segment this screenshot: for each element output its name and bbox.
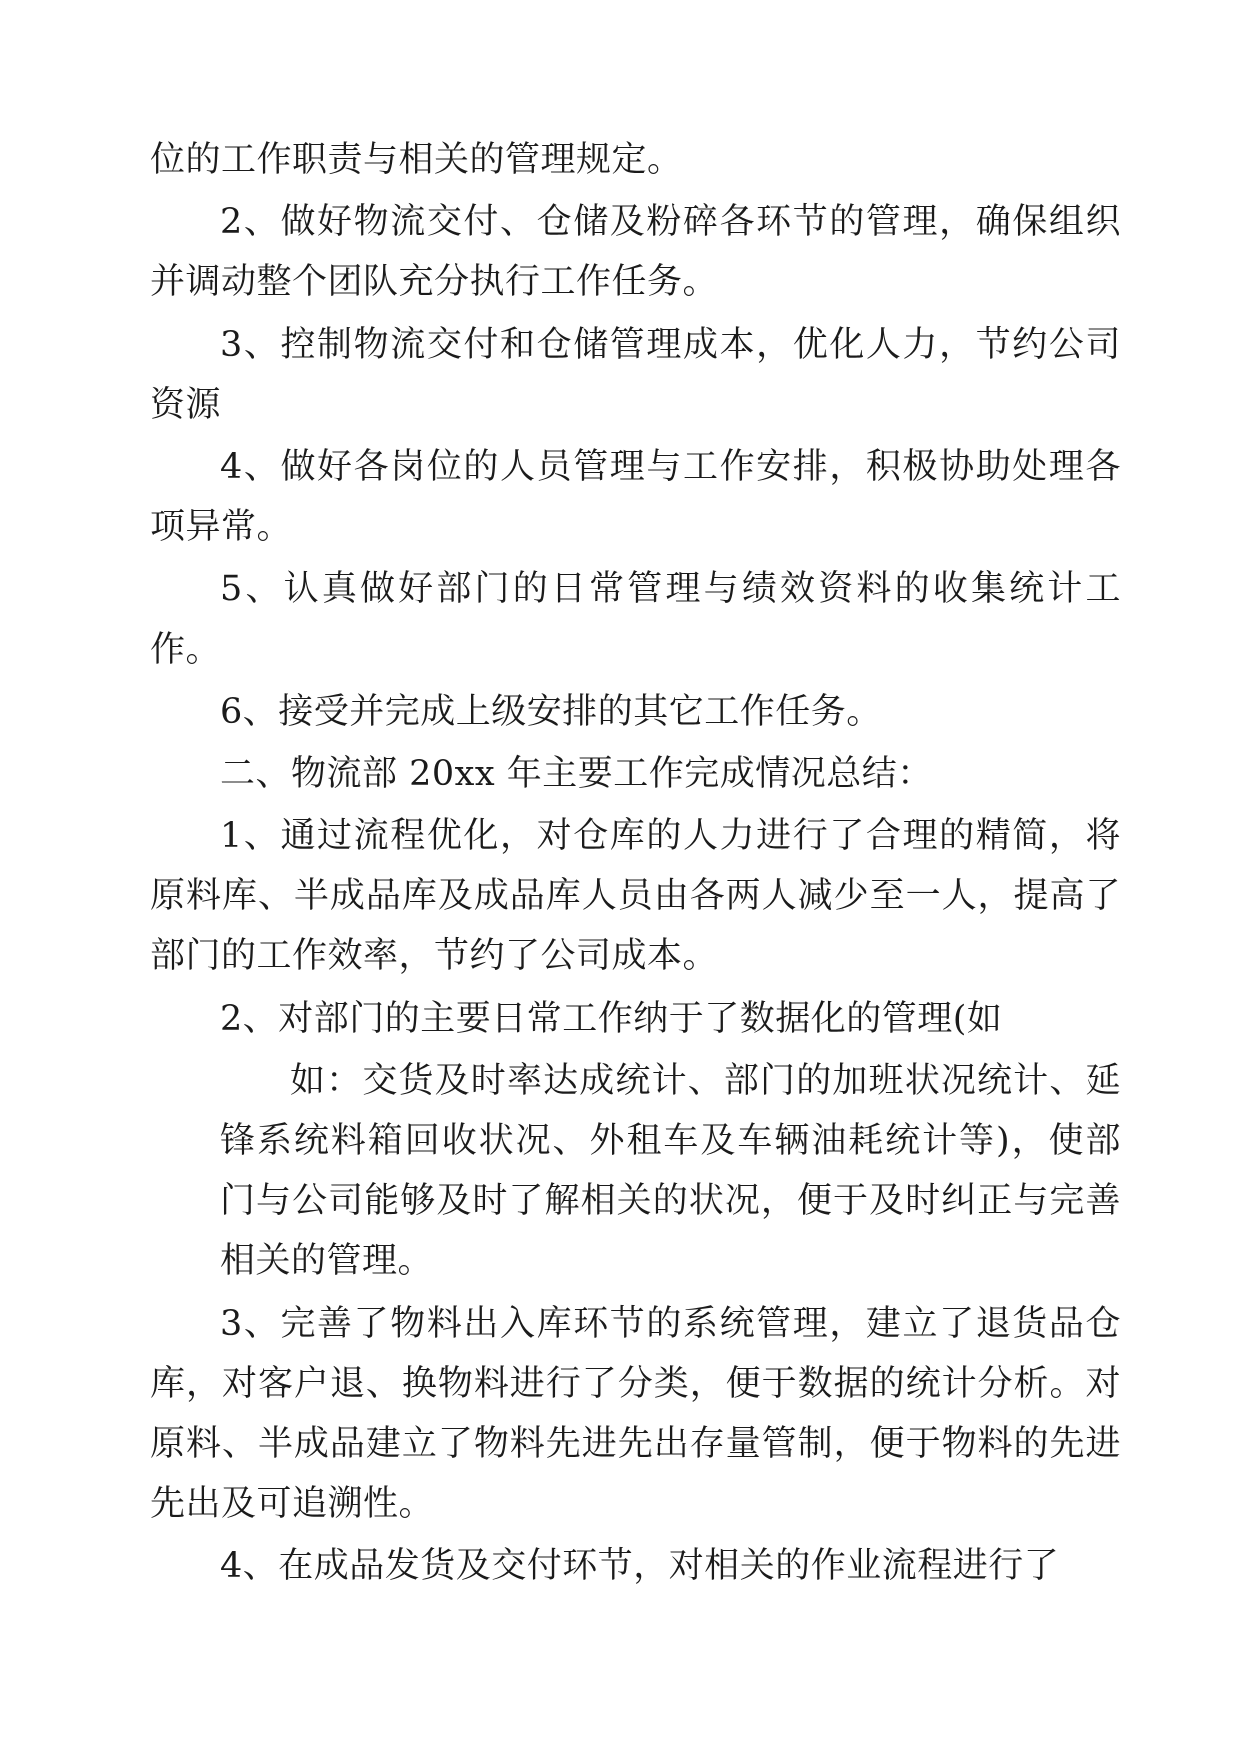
paragraph-item-2: 2、做好物流交付、仓储及粉碎各环节的管理，确保组织并调动整个团队充分执行工作任务。 <box>150 202 1121 303</box>
paragraph-item-6: 6、接受并完成上级安排的其它工作任务。 <box>220 691 882 732</box>
paragraph-section2-item-2: 2、对部门的主要日常工作纳于了数据化的管理(如 <box>220 998 1003 1039</box>
paragraph-item-3: 3、控制物流交付和仓储管理成本，优化人力，节约公司资源 <box>150 324 1121 425</box>
paragraph-section2-item-4: 4、在成品发货及交付环节，对相关的作业流程进行了 <box>220 1546 1060 1587</box>
heading-section-two: 二、物流部 20xx 年主要工作完成情况总结： <box>220 753 933 794</box>
paragraph-continuation: 位的工作职责与相关的管理规定。 <box>150 140 683 180</box>
paragraph-item-4: 4、做好各岗位的人员管理与工作安排，积极协助处理各项异常。 <box>150 446 1121 548</box>
paragraph-section2-item-2-continuation: 如：交货及时率达成统计、部门的加班状况统计、延锋系统料箱回收状况、外租车及车辆油耗统计等)，使部门与公司能够及时了解相关的状况，便于及时纠正与完善相关的管理。 <box>220 1060 1121 1282</box>
paragraph-section2-item-2-continuation-block <box>150 1051 1121 1292</box>
paragraph-section2-item-1: 1、通过流程优化，对仓库的人力进行了合理的精简，将原料库、半成品库及成品库人员由各两人减少至一人，提高了部门的工作效率，节约了公司成本。 <box>150 816 1121 977</box>
paragraph-section2-item-3: 3、完善了物料出入库环节的系统管理，建立了退货品仓库，对客户退、换物料进行了分类，便于数据的统计分析。对原料、半成品建立了物料先进先出存量管制，便于物料的先进先出及可追溯性。 <box>150 1303 1121 1525</box>
document-body <box>150 130 1121 1597</box>
paragraph-item-5: 5、认真做好部门的日常管理与绩效资料的收集统计工作。 <box>150 569 1121 670</box>
